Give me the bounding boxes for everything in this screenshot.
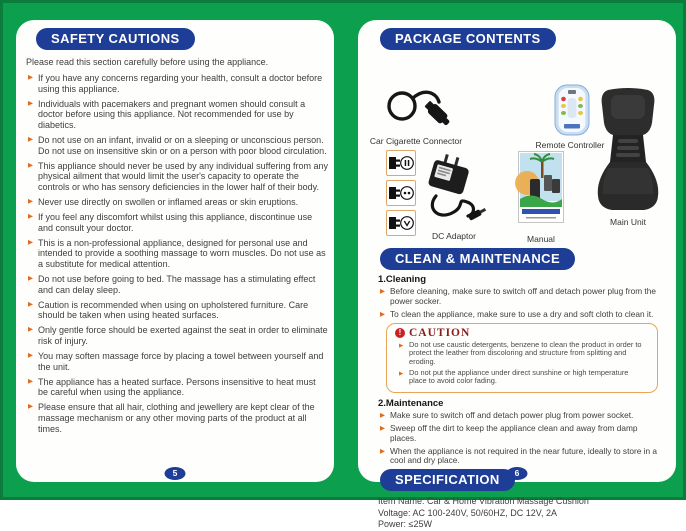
label-dc-adaptor: DC Adaptor — [432, 231, 476, 241]
label-car-cigarette-connector: Car Cigarette Connector — [369, 136, 463, 146]
bullet-triangle-icon: ▶ — [28, 238, 33, 246]
plug-type-icons — [386, 150, 416, 240]
cleaning-bullet-list — [378, 287, 666, 319]
caution-title: CAUTION — [409, 326, 471, 339]
label-manual: Manual — [527, 234, 555, 244]
safety-bullet: ▶ This is a non-professional appliance, designed for personal use and intended to provide a soothing massage to worn muscles. Do not use as a substitute for medical attention. — [28, 237, 326, 269]
bullet-triangle-icon: ▶ — [380, 288, 385, 295]
dc-adaptor-image — [420, 152, 488, 228]
spec-item-name: Item Name: Car & Home Vibration Massage Cushion — [378, 496, 589, 507]
safety-bullet: ▶ If you feel any discomfort whilst using this appliance, discontinue use and consult your doctor. — [28, 212, 313, 233]
bullet-triangle-icon: ▶ — [28, 161, 33, 169]
page-right — [358, 20, 676, 530]
bullet-triangle-icon: ▶ — [28, 74, 33, 81]
page-number-left: 5 — [165, 467, 186, 480]
label-main-unit: Main Unit — [610, 217, 646, 227]
bullet-triangle-icon: ▶ — [28, 326, 33, 334]
bullet-triangle-icon: ▶ — [28, 403, 33, 411]
maintenance-bullet-list — [378, 411, 666, 466]
safety-bullet: ▶ This appliance should never be used by any individual suffering from any physical ailment that would limit the user's capacity to operate the controls or who has sensory deficiencies in the lower half of their body. — [28, 160, 329, 192]
safety-bullet: ▶ Do not use on an infant, invalid or on a sleeping or unconscious person. Do not use on insensitive skin or on a person with poor blood circulation. — [28, 134, 327, 156]
bullet-triangle-icon: ▶ — [28, 300, 33, 308]
bullet-triangle-icon: ▶ — [28, 213, 33, 221]
section-header-specification: SPECIFICATION — [380, 469, 515, 491]
spec-power: Power: ≤25W — [378, 519, 432, 530]
maintenance-bullet: ▶ Sweep off the dirt to keep the appliance clean and away from damp places. — [380, 422, 638, 443]
bullet-triangle-icon: ▶ — [28, 197, 33, 205]
safety-bullet: ▶ Do not use before going to bed. The massage has a stimulating effect and can delay sleep. — [28, 274, 316, 295]
bullet-triangle-icon: ▶ — [380, 447, 385, 455]
caution-exclamation-icon: ! — [395, 328, 405, 338]
safety-bullet: ▶ Never use directly on swollen or inflamed areas or skin eruptions. — [28, 196, 299, 207]
cleaning-subheading: 1.Cleaning — [378, 274, 427, 285]
cleaning-bullet: ▶ To clean the appliance, make sure to use a dry and soft cloth to clean it. — [380, 308, 654, 319]
page-left — [16, 20, 334, 482]
bullet-triangle-icon: ▶ — [28, 99, 33, 107]
spec-voltage: Voltage: AC 100-240V, 50/60HZ, DC 12V, 2A — [378, 507, 557, 518]
maintenance-bullet: ▶ When the appliance is not required in the near future, ideally to store in a cool and dry place. — [380, 445, 658, 466]
car-cigarette-connector-image — [376, 84, 456, 134]
safety-bullet: ▶ The appliance has a heated surface. Persons insensitive to heat must be careful when using the appliance. — [28, 376, 316, 398]
safety-intro: Please read this section carefully before using the appliance. — [26, 57, 269, 67]
bullet-triangle-icon: ▶ — [380, 411, 385, 419]
safety-bullet: ▶ Please ensure that all hair, clothing and jewellery are kept clear of the massage mechanism or any other moving parts of the product at all times. — [28, 402, 315, 434]
section-header-package-contents: PACKAGE CONTENTS — [380, 28, 556, 50]
safety-bullet-list — [16, 73, 334, 434]
maintenance-bullet: ▶ Make sure to switch off and detach power plug from power socket. — [380, 409, 634, 420]
remote-controller-image — [554, 84, 590, 136]
bullet-triangle-icon: ▶ — [28, 275, 33, 282]
maintenance-subheading: 2.Maintenance — [378, 397, 444, 409]
bullet-triangle-icon: ▶ — [380, 310, 385, 318]
plug-type-icon-two-pin — [386, 150, 416, 176]
bullet-triangle-icon: ▶ — [28, 377, 33, 385]
plug-type-icon-round-pin — [386, 180, 416, 206]
safety-bullet: ▶ If you have any concerns regarding your health, consult a doctor before using this appliance. — [28, 73, 323, 94]
manual-image — [518, 151, 564, 223]
bullet-triangle-icon: ▶ — [399, 342, 404, 349]
section-header-clean-maintenance: CLEAN & MAINTENANCE — [380, 248, 575, 270]
section-header-safety-cautions: SAFETY CAUTIONS — [36, 28, 195, 50]
label-remote-controller: Remote Controller — [535, 140, 605, 150]
safety-bullet: ▶ Individuals with pacemakers and pregnant women should consult a doctor before using this appliance. Not recommended for use by diabetics. — [28, 98, 306, 130]
safety-bullet: ▶ Only gentle force should be exerted against the seat in order to eliminate risk of injury. — [28, 325, 328, 346]
bullet-triangle-icon: ▶ — [28, 135, 33, 143]
page-number-right: 6 — [507, 467, 528, 480]
specification-lines — [378, 496, 676, 531]
caution-bullet: ▶ Do not put the appliance under direct sunshine or high temperature place to avoid color fading. — [399, 367, 629, 385]
safety-bullet: ▶ You may soften massage force by placing a towel between yourself and the unit. — [28, 351, 324, 372]
caution-box — [386, 323, 658, 393]
bullet-triangle-icon: ▶ — [399, 370, 404, 377]
safety-bullet: ▶ Caution is recommended when using on upholstered furniture. Care should be taken when using heated surfaces. — [28, 299, 309, 321]
package-contents-area — [358, 50, 676, 248]
bullet-triangle-icon: ▶ — [380, 424, 385, 432]
caution-bullet-list — [395, 341, 651, 386]
cleaning-bullet: ▶ Before cleaning, make sure to switch off and detach power plug from the power socker. — [380, 286, 656, 306]
caution-bullet: ▶ Do not use caustic detergents, benzene to clean the product in order to protect the leather from discoloring and structure from splitting and eroding. — [399, 339, 642, 366]
main-unit-image — [594, 88, 662, 214]
bullet-triangle-icon: ▶ — [28, 352, 33, 360]
